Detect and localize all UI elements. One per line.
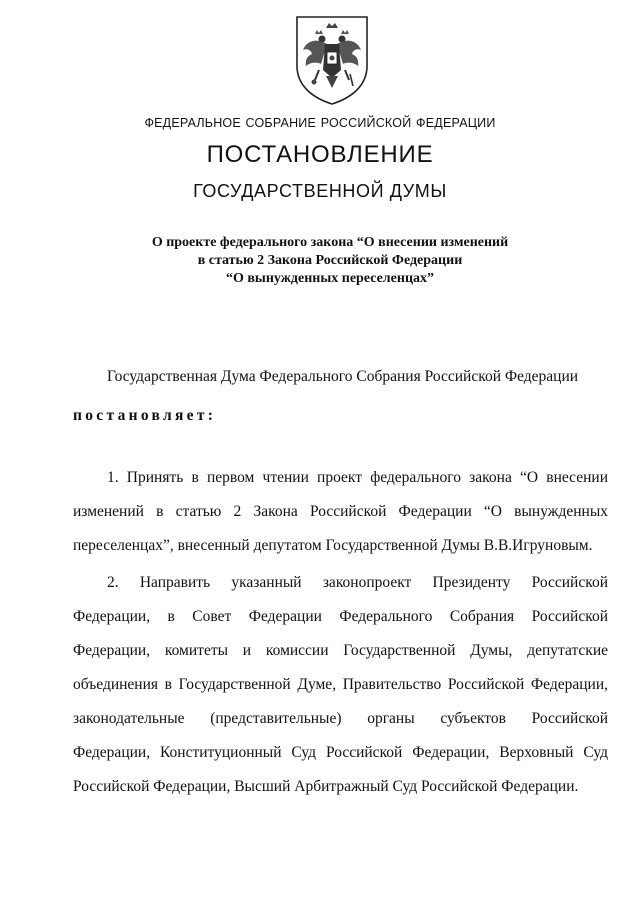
heading-line: “О вынужденных переселенцах” [225, 271, 435, 286]
paragraph-1 [73, 468, 608, 570]
paragraph-line: изменений в статью 2 Закона Российской Федерации “О вынужденных [73, 503, 608, 520]
paragraph-line: Федерации, в Совет Федерации Федерального Собрания Российской [73, 608, 608, 625]
resolves-label: постановляет: [73, 407, 217, 424]
paragraph-line: 2. Направить указанный законопроект Президенту Российской [107, 574, 608, 591]
assembly-title: ФЕДЕРАЛЬНОЕ СОБРАНИЕ РОССИЙСКОЙ ФЕДЕРАЦИИ [144, 116, 496, 130]
coat-of-arms-icon [293, 14, 371, 106]
resolution-heading [120, 234, 540, 288]
heading-line: О проекте федерального закона “О внесении изменений [151, 235, 509, 250]
document-type-title: ПОСТАНОВЛЕНИЕ [206, 141, 434, 168]
paragraph-line: законодательные (представительные) органы субъектов Российской [73, 710, 608, 727]
paragraph-line: переселенцах”, внесенный депутатом Государственной Думы В.В.Игруновым. [73, 537, 593, 554]
paragraph-line: Федерации, Конституционный Суд Российской Федерации, Верховный Суд [73, 744, 608, 761]
paragraph-line: 1. Принять в первом чтении проект федерального закона “О внесении [107, 469, 608, 486]
issuer-title: ГОСУДАРСТВЕННОЙ ДУМЫ [193, 181, 447, 201]
preamble-text: Государственная Дума Федерального Собрания Российской Федерации [107, 368, 579, 385]
paragraph-2 [73, 573, 608, 811]
paragraph-line: объединения в Государственной Думе, Правительство Российской Федерации, [73, 676, 608, 693]
heading-line: в статью 2 Закона Российской Федерации [197, 253, 463, 268]
paragraph-line: Федерации, комитеты и комиссии Государственной Думы, депутатские [73, 642, 608, 659]
paragraph-line: Российской Федерации, Высший Арбитражный Суд Российской Федерации. [73, 778, 579, 795]
